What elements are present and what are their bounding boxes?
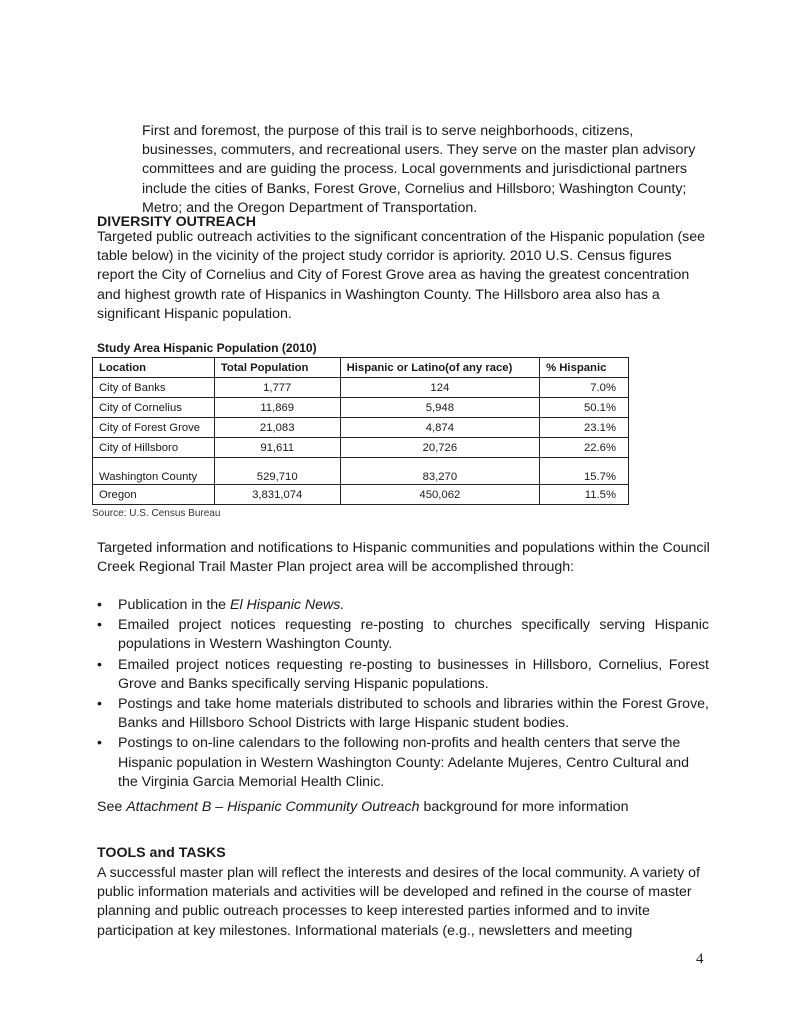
cell-hispanic: 450,062 (340, 485, 539, 505)
cell-percent: 23.1% (540, 418, 629, 438)
bullet-item (97, 734, 709, 792)
tools-and-tasks-paragraph: A successful master plan will reflect the interests and desires of the local community. A variety of public information materials and activities will be developed and refined in the course of master planning and public outreach processes to keep interested parties informed and to invite participation at key milestones. Informational materials (e.g., newsletters and meeting (97, 865, 700, 939)
cell-hispanic: 4,874 (340, 418, 539, 438)
intro-paragraph: First and foremost, the purpose of this trail is to serve neighborhoods, citizens, businesses, commuters, and recreational users. They serve on the master plan advisory committees and are guiding the process. Local governments and jurisdictional partners include the cities of Banks, Forest Grove, Cornelius and Hillsboro; Washington County; Metro; and the Oregon Department of Transportation. (142, 123, 696, 216)
cell-hispanic: 124 (340, 378, 539, 398)
cell-total-population: 3,831,074 (214, 485, 340, 505)
cell-total-population: 11,869 (214, 398, 340, 418)
bullet-item (97, 596, 709, 615)
table-row (93, 485, 629, 505)
table-row (93, 378, 629, 398)
diversity-outreach-paragraph: Targeted public outreach activities to the significant concentration of the Hispanic population (see table below) in the vicinity of the project study corridor is apriority. 2010 U.S. Census figures report the City of Cornelius and City of Forest Grove area as having the greatest concentration and highest growth rate of Hispanics in Washington County. The Hillsboro area also has a significant Hispanic population. (97, 229, 706, 322)
see-attachment-line (97, 798, 712, 817)
bullet-text: Postings and take home materials distributed to schools and libraries within the Forest Grove, Banks and Hillsboro School Districts with large Hispanic student bodies. (118, 696, 709, 732)
column-header-percent-hispanic: % Hispanic (540, 358, 629, 378)
outreach-bullet-list (97, 596, 709, 793)
cell-percent: 11.5% (540, 485, 629, 505)
publication-title: El Hispanic News. (230, 597, 345, 613)
cell-hispanic: 5,948 (340, 398, 539, 418)
cell-percent: 7.0% (540, 378, 629, 398)
cell-percent: 50.1% (540, 398, 629, 418)
cell-total-population: 1,777 (214, 378, 340, 398)
attachment-reference: Attachment B – Hispanic Community Outreach (126, 799, 420, 815)
cell-location: City of Banks (93, 378, 215, 398)
cell-location: City of Forest Grove (93, 418, 215, 438)
cell-hispanic: 83,270 (340, 458, 539, 485)
cell-location: City of Hillsboro (93, 438, 215, 458)
column-header-hispanic-or-latino: Hispanic or Latino(of any race) (340, 358, 539, 378)
cell-total-population: 529,710 (214, 458, 340, 485)
bullet-item (97, 695, 709, 733)
bullet-marker-icon: • (97, 617, 102, 634)
see-suffix: background for more information (419, 799, 629, 815)
bullet-text: Emailed project notices requesting re-posting to churches specifically serving Hispanic populations in Western Washington County. (118, 617, 709, 653)
bullet-marker-icon: • (97, 696, 102, 713)
page-number: 4 (696, 951, 704, 967)
table-row (93, 458, 629, 485)
table-header-row (93, 358, 629, 378)
table-row (93, 398, 629, 418)
cell-percent: 15.7% (540, 458, 629, 485)
cell-location: Washington County (93, 458, 215, 485)
hispanic-population-table (92, 357, 629, 505)
table-row (93, 438, 629, 458)
bullet-item (97, 616, 709, 654)
bullet-text: Publication in the (118, 597, 230, 613)
see-prefix: See (97, 799, 127, 815)
bullet-item (97, 656, 709, 694)
cell-location: City of Cornelius (93, 398, 215, 418)
bullet-text: Postings to on-line calendars to the following non-profits and health centers that serve the Hispanic population in Western Washington County: Adelante Mujeres, Centro Cultural and the Virginia Garcia Memorial Health Clinic. (118, 735, 689, 790)
bullet-marker-icon: • (97, 597, 102, 613)
tools-and-tasks-heading: TOOLS and TASKS (97, 845, 226, 861)
diversity-outreach-heading: DIVERSITY OUTREACH (97, 214, 256, 230)
bullet-marker-icon: • (97, 735, 102, 752)
column-header-total-population: Total Population (214, 358, 340, 378)
cell-hispanic: 20,726 (340, 438, 539, 458)
column-header-location: Location (93, 358, 215, 378)
table-source-note: Source: U.S. Census Bureau (92, 508, 221, 519)
bullet-text: Emailed project notices requesting re-posting to businesses in Hillsboro, Cornelius, Forest Grove and Banks specifically serving Hispanic populations. (118, 656, 709, 692)
bullet-marker-icon: • (97, 656, 102, 673)
cell-total-population: 21,083 (214, 418, 340, 438)
table-caption: Study Area Hispanic Population (2010) (97, 341, 317, 355)
targeted-info-paragraph: Targeted information and notifications to Hispanic communities and populations within the Council Creek Regional Trail Master Plan project area will be accomplished through: (97, 540, 710, 576)
cell-total-population: 91,611 (214, 438, 340, 458)
cell-percent: 22.6% (540, 438, 629, 458)
table-row (93, 418, 629, 438)
cell-location: Oregon (93, 485, 215, 505)
